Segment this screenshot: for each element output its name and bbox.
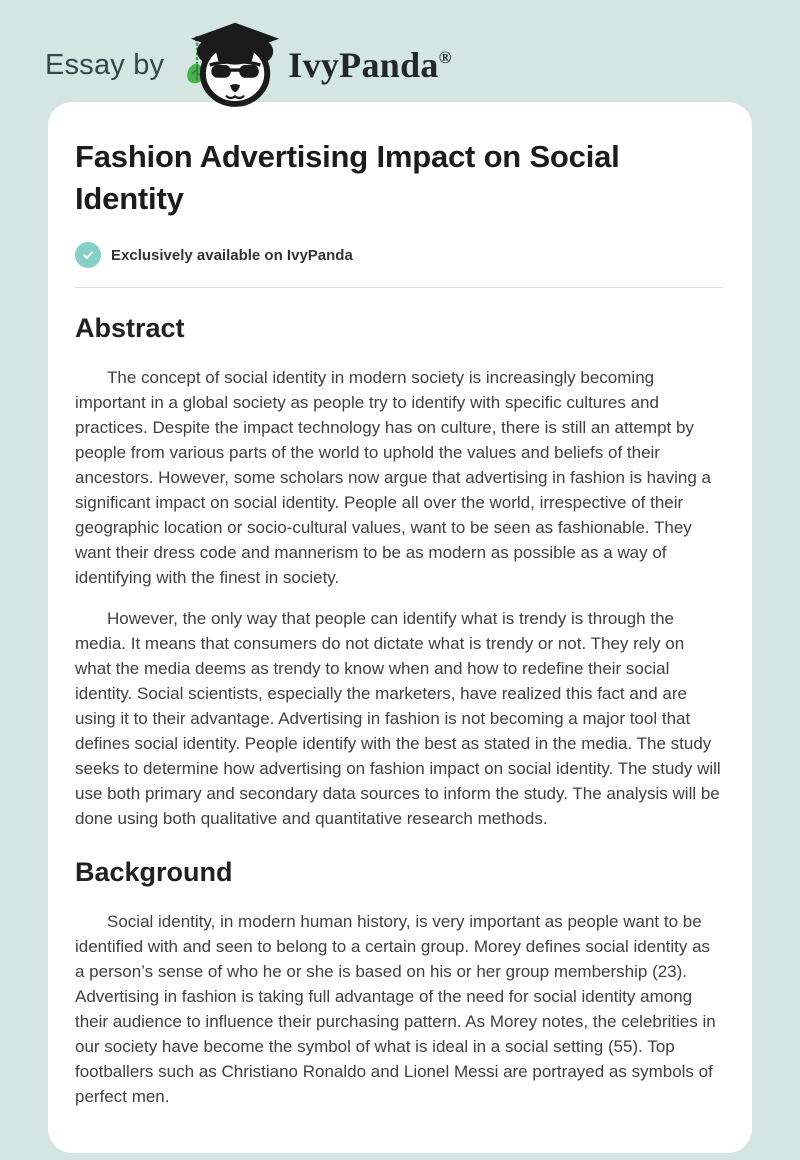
section-background [75,857,722,1109]
essay-card [48,102,752,1153]
brand-name [288,44,451,86]
exclusive-badge-label: Exclusively available on IvyPanda [111,246,353,264]
paragraph: Social identity, in modern human history, is very important as people want to be identified with and seen to belong to a certain group. Morey defines social identity as a person’s sense of who he or she is based on his or her group membership (23). Advertising in fashion is taking full advantage of the need for social identity among their audience to influence their purchasing pattern. As Morey notes, the celebrities in our society have become the symbol of what is ideal in a social setting (55). Top footballers such as Christiano Ronaldo and Lionel Messi are portrayed as symbols of perfect men. [75,912,716,1106]
essay-by-label: Essay by [45,48,165,81]
exclusive-badge [75,242,722,268]
brand-text: IvyPanda [288,45,439,85]
page-title: Fashion Advertising Impact on Social Identity [75,139,620,216]
section-heading: Background [75,857,233,887]
site-header [0,0,800,102]
section-abstract [75,313,722,831]
paragraph: The concept of social identity in modern society is increasingly becoming important in a global society as people try to identify with specific cultures and practices. Despite the impact technology has on culture, there is still an attempt by people from various parts of the world to uphold the values and beliefs of their ancestors. However, some scholars now argue that advertising in fashion is having a significant impact on social identity. People all over the world, irrespective of their geographic location or socio-cultural values, want to be seen as fashionable. They want their dress code and mannerism to be as modern as possible as a way of identifying with the finest in society. [75,368,711,587]
section-heading: Abstract [75,313,185,343]
panda-graduate-icon [178,21,282,109]
registered-mark: ® [438,48,452,67]
paragraph: However, the only way that people can identify what is trendy is through the media. It means that consumers do not dictate what is trendy or not. They rely on what the media deems as trendy to know when and how to redefine their social identity. Social scientists, especially the marketers, have realized this fact and are using it to their advantage. Advertising in fashion is not becoming a major tool that defines social identity. People identify with the best as stated in the media. The study seeks to determine how advertising on fashion impact on social identity. The study will use both primary and secondary data sources to inform the study. The analysis will be done using both qualitative and quantitative research methods. [75,609,721,828]
divider [75,287,722,288]
check-icon [75,242,101,268]
